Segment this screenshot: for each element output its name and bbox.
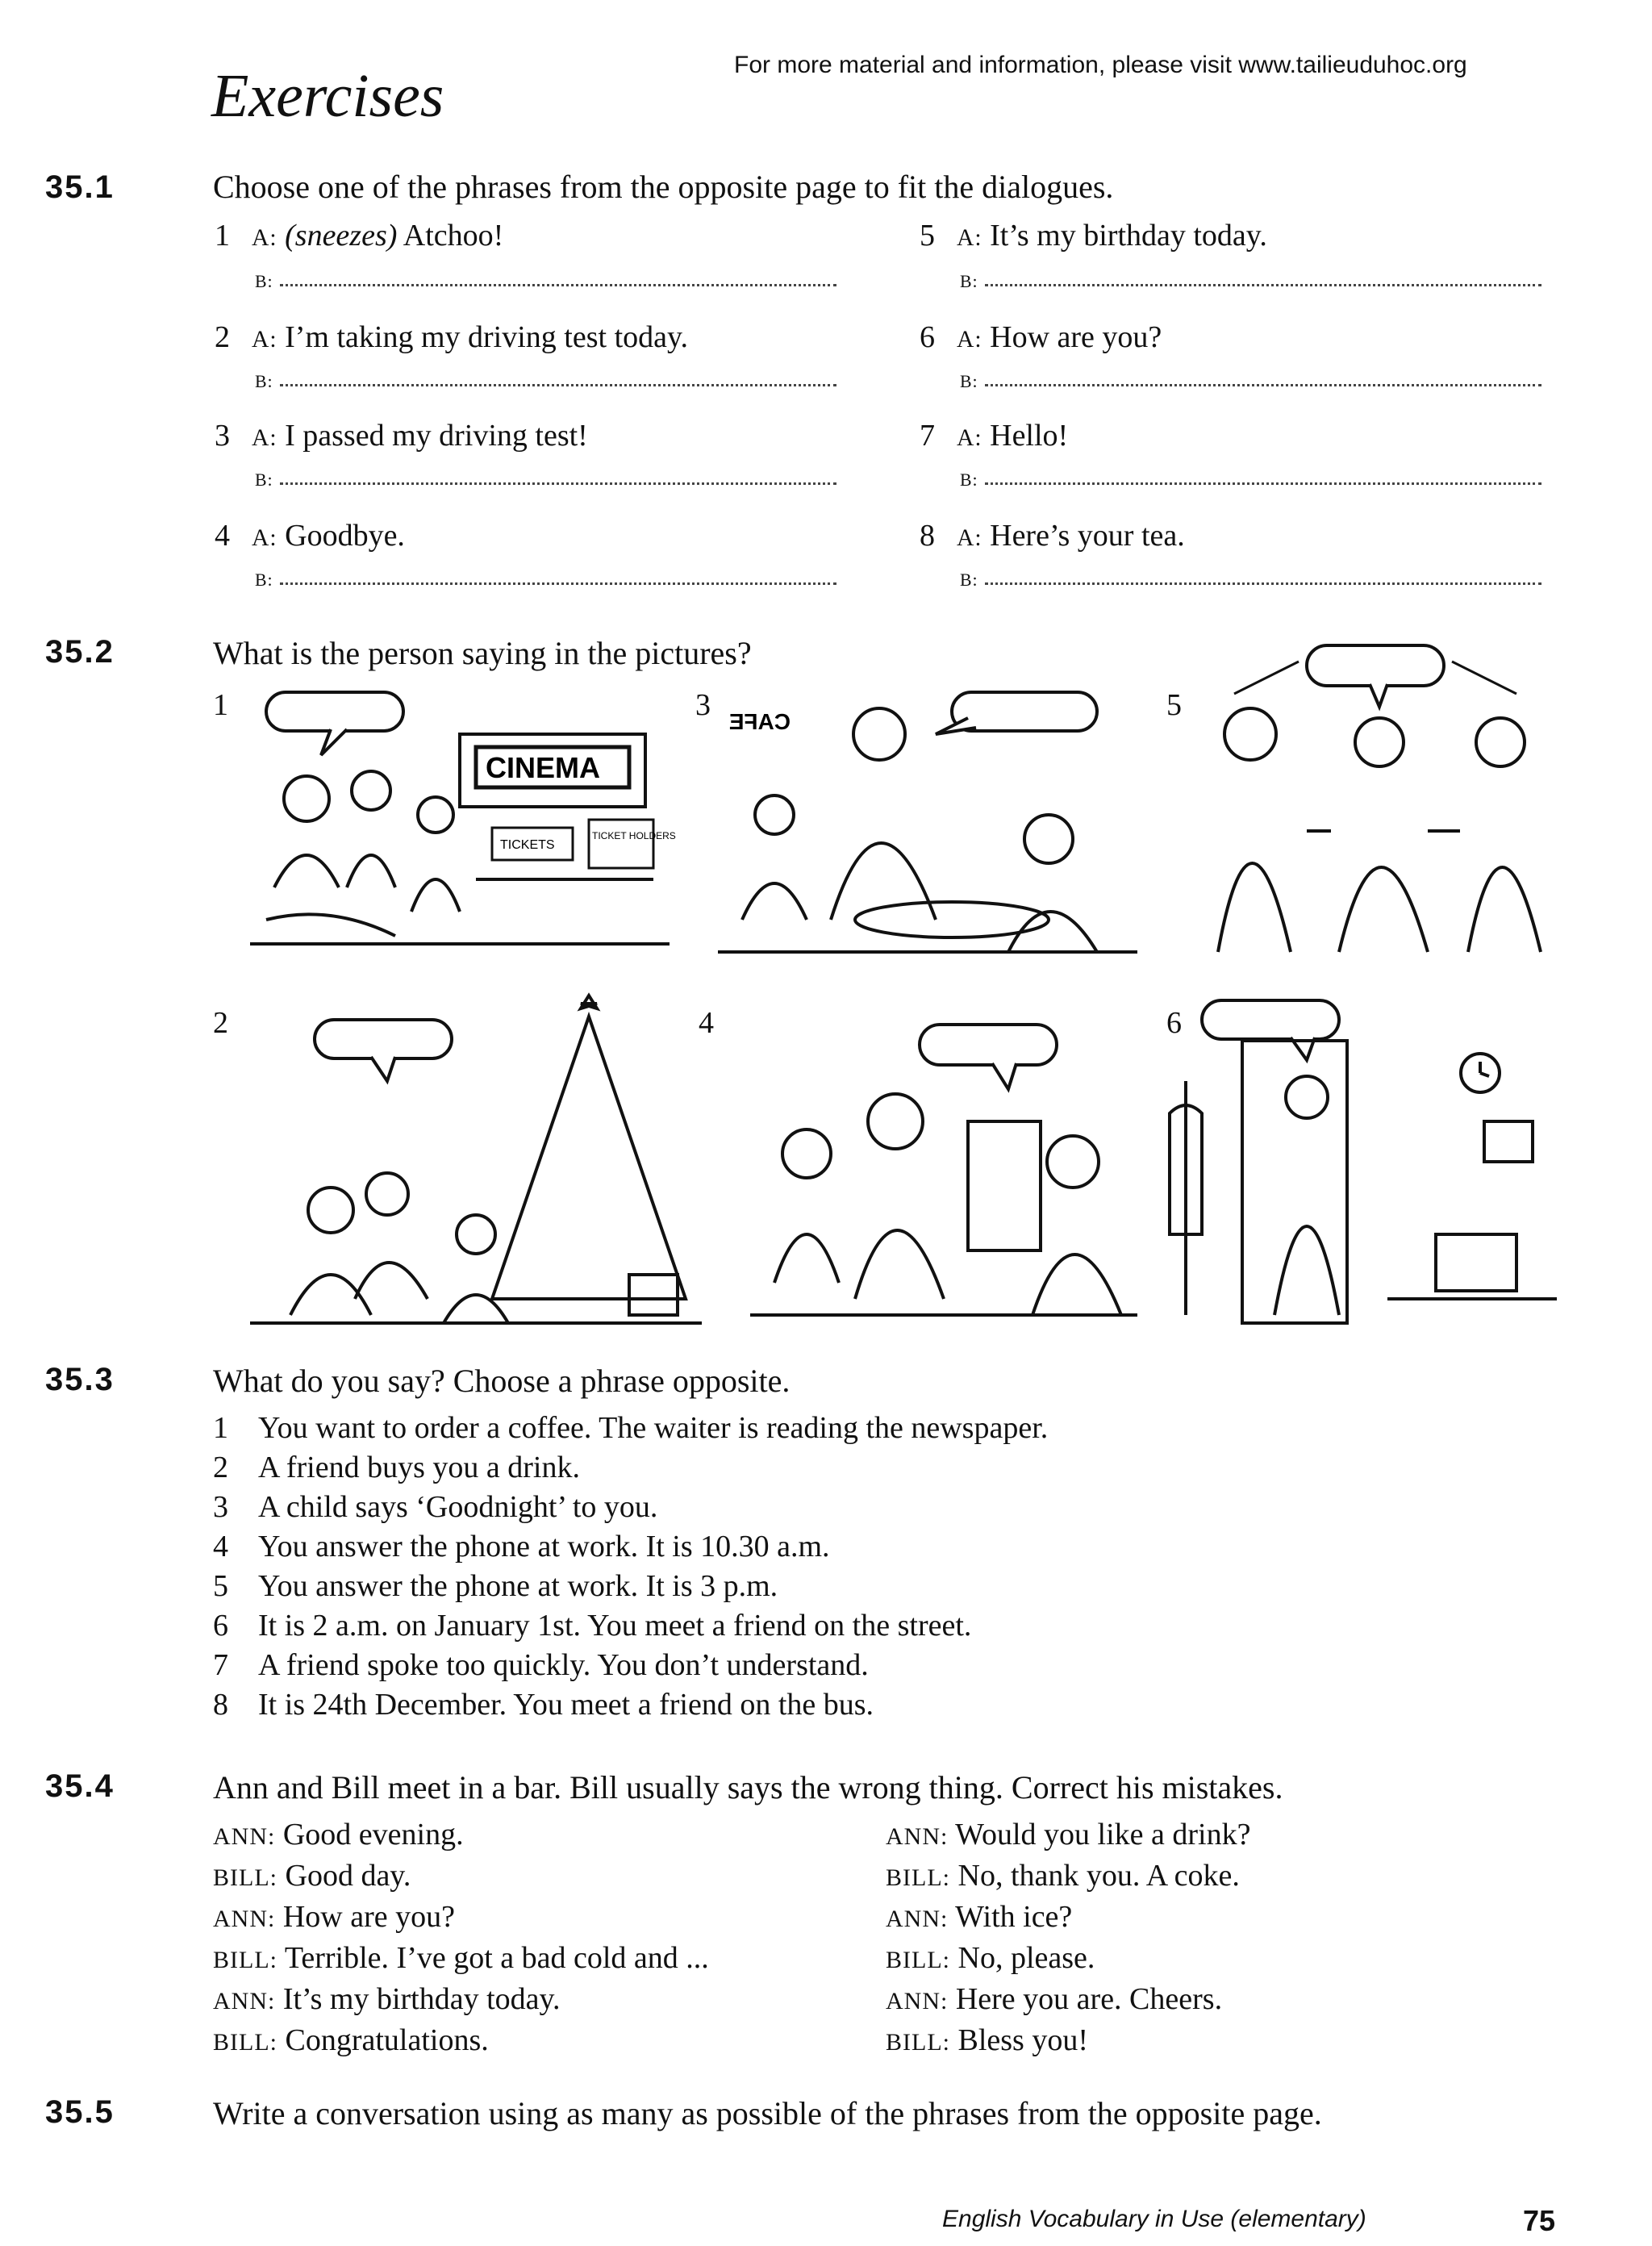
answer-dots[interactable] xyxy=(985,278,1541,286)
cafe-sign: CAFE xyxy=(728,709,791,734)
section-number-35-5: 35.5 xyxy=(45,2094,115,2130)
answer-dots[interactable] xyxy=(280,378,836,386)
list-item: 3 A child says ‘Goodnight’ to you. xyxy=(213,1490,658,1524)
section-instruction-35-2: What is the person saying in the pictures? xyxy=(213,635,752,671)
website-notice: For more material and information, please visit www.tailieuduhoc.org xyxy=(734,52,1467,78)
dialogue-item-5: 5 A: It’s my birthday today. xyxy=(920,219,1267,253)
picture-number-4: 4 xyxy=(699,1006,714,1040)
speech-bubble[interactable] xyxy=(920,1025,1057,1089)
section-number-35-4: 35.4 xyxy=(45,1768,115,1804)
answer-dots[interactable] xyxy=(985,378,1541,386)
picture-number-1: 1 xyxy=(213,688,228,722)
dinner-scene-drawing xyxy=(750,1094,1137,1315)
dialogue-line: ANN: It’s my birthday today. xyxy=(213,1982,561,2016)
dialogue-item-1: 1 A: (sneezes) Atchoo! xyxy=(215,219,504,253)
cinema-sign: CINEMA xyxy=(486,751,600,784)
dialogue-item-4: 4 A: Goodbye. xyxy=(215,519,405,553)
section-number-35-1: 35.1 xyxy=(45,169,115,205)
picture-number-6: 6 xyxy=(1166,1006,1182,1040)
section-instruction-35-3: What do you say? Choose a phrase opposite. xyxy=(213,1363,791,1399)
picture-1-cinema-queue xyxy=(234,678,694,968)
answer-line-5[interactable]: B: xyxy=(960,268,1541,294)
picture-4-dinner-guests xyxy=(742,992,1145,1331)
dialogue-item-6: 6 A: How are you? xyxy=(920,320,1162,354)
speech-bubble[interactable] xyxy=(1202,1000,1339,1060)
cafe-scene-drawing xyxy=(718,708,1137,952)
speech-bubble[interactable] xyxy=(266,692,403,755)
speech-bubble[interactable] xyxy=(315,1020,452,1081)
dialogue-left-column xyxy=(213,1815,709,2062)
section-number-35-3: 35.3 xyxy=(45,1362,115,1397)
page-number: 75 xyxy=(1523,2204,1556,2237)
section-instruction-35-1: Choose one of the phrases from the opposite page to fit the dialogues. xyxy=(213,169,1114,205)
answer-dots[interactable] xyxy=(280,278,836,286)
list-item: 4 You answer the phone at work. It is 10.30 a.m. xyxy=(213,1530,830,1563)
dialogue-line: ANN: How are you? xyxy=(213,1900,455,1934)
picture-6-office-arrival xyxy=(1145,992,1565,1331)
answer-dots[interactable] xyxy=(985,476,1541,485)
dialogue-line: ANN: With ice? xyxy=(886,1900,1073,1934)
dialogue-line: BILL: Bless you! xyxy=(886,2023,1088,2057)
answer-line-1[interactable]: B: xyxy=(255,268,836,294)
list-item: 6 It is 2 a.m. on January 1st. You meet a friend on the street. xyxy=(213,1609,972,1643)
picture-2-christmas xyxy=(234,992,718,1331)
answer-line-3[interactable]: B: xyxy=(255,466,836,492)
tickets-sign: TICKETS xyxy=(500,838,555,852)
dialogue-line: BILL: No, thank you. A coke. xyxy=(886,1859,1240,1893)
list-item: 5 You answer the phone at work. It is 3 p.m. xyxy=(213,1569,778,1603)
dialogue-line: BILL: Congratulations. xyxy=(213,2023,489,2057)
office-scene-drawing xyxy=(1170,1041,1557,1323)
situation-list xyxy=(213,1409,1048,1725)
picture-5-party xyxy=(1186,629,1573,968)
section-instruction-35-5: Write a conversation using as many as possible of the phrases from the opposite page. xyxy=(213,2095,1322,2131)
answer-dots[interactable] xyxy=(280,476,836,485)
dialogue-item-8: 8 A: Here’s your tea. xyxy=(920,519,1185,553)
dialogue-right-column xyxy=(886,1815,1250,2062)
dialogue-line: BILL: Good day. xyxy=(213,1859,411,1893)
dialogue-line: ANN: Here you are. Cheers. xyxy=(886,1982,1223,2016)
answer-line-7[interactable]: B: xyxy=(960,466,1541,492)
list-item: 8 It is 24th December. You meet a friend on the bus. xyxy=(213,1688,874,1722)
dialogue-item-2: 2 A: I’m taking my driving test today. xyxy=(215,320,689,354)
list-item: 1 You want to order a coffee. The waiter is reading the newspaper. xyxy=(213,1411,1049,1445)
picture-3-cafe xyxy=(710,678,1145,960)
answer-line-2[interactable]: B: xyxy=(255,368,836,394)
picture-number-2: 2 xyxy=(213,1006,228,1040)
page-title: Exercises xyxy=(211,62,444,130)
party-people-drawing xyxy=(1218,708,1541,952)
book-title-footer: English Vocabulary in Use (elementary) xyxy=(942,2206,1366,2232)
answer-line-4[interactable]: B: xyxy=(255,566,836,592)
speech-bubble[interactable] xyxy=(936,692,1097,734)
list-item: 7 A friend spoke too quickly. You don’t understand. xyxy=(213,1648,869,1682)
picture-number-3: 3 xyxy=(695,688,711,722)
section-number-35-2: 35.2 xyxy=(45,634,115,670)
ticket-holders-sign: TICKET HOLDERS xyxy=(592,830,676,841)
dialogue-line: BILL: No, please. xyxy=(886,1941,1095,1975)
dialogue-line: ANN: Good evening. xyxy=(213,1818,464,1851)
picture-number-5: 5 xyxy=(1166,688,1182,722)
answer-line-6[interactable]: B: xyxy=(960,368,1541,394)
dialogue-item-7: 7 A: Hello! xyxy=(920,419,1069,453)
list-item: 2 A friend buys you a drink. xyxy=(213,1451,580,1484)
answer-dots[interactable] xyxy=(985,576,1541,585)
answer-line-8[interactable]: B: xyxy=(960,566,1541,592)
dialogue-item-3: 3 A: I passed my driving test! xyxy=(215,419,588,453)
answer-dots[interactable] xyxy=(280,576,836,585)
dialogue-line: ANN: Would you like a drink? xyxy=(886,1818,1251,1851)
dialogue-line: BILL: Terrible. I’ve got a bad cold and ... xyxy=(213,1941,709,1975)
section-instruction-35-4: Ann and Bill meet in a bar. Bill usually says the wrong thing. Correct his mistakes. xyxy=(213,1769,1283,1806)
speech-bubble[interactable] xyxy=(1234,645,1516,707)
